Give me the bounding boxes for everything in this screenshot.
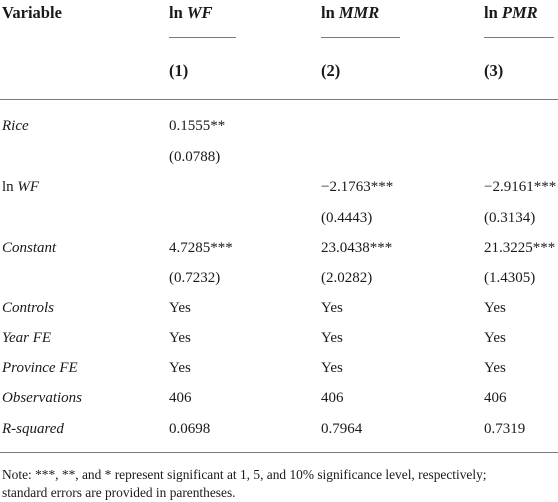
cell-lnwf-col3: −2.9161*** <box>484 179 557 195</box>
se-rice-col1: (0.0788) <box>169 149 221 165</box>
row-label-ln-wf: ln WF <box>2 179 40 195</box>
column-header-2-rule <box>321 37 400 38</box>
table-note-line-1: Note: ***, **, and * represent significant at 1, 5, and 10% significance level, respectively; <box>2 467 487 482</box>
cell-constant-col3: 21.3225*** <box>484 240 556 256</box>
row-label-province-fe: Province FE <box>2 360 78 376</box>
cell-yearfe-col1: Yes <box>169 330 191 346</box>
column-number-2: (2) <box>321 61 341 80</box>
se-constant-col3: (1.4305) <box>484 270 536 286</box>
se-lnwf-col2: (0.4443) <box>321 210 373 226</box>
column-number-3: (3) <box>484 61 504 80</box>
row-label-year-fe: Year FE <box>2 330 52 346</box>
table-note <box>2 466 556 502</box>
column-header-1-rule <box>169 37 236 38</box>
cell-rsquared-col1: 0.0698 <box>169 421 211 437</box>
cell-controls-col2: Yes <box>321 300 343 316</box>
cell-provincefe-col2: Yes <box>321 360 343 376</box>
row-label-r-squared: R-squared <box>2 421 64 437</box>
cell-provincefe-col1: Yes <box>169 360 191 376</box>
se-constant-col2: (2.0282) <box>321 270 373 286</box>
row-label-rice: Rice <box>2 118 29 134</box>
cell-lnwf-col2: −2.1763*** <box>321 179 394 195</box>
cell-yearfe-col2: Yes <box>321 330 343 346</box>
table-note-line-2: standard errors are provided in parentheses. <box>2 485 236 500</box>
row-label-constant: Constant <box>2 240 57 256</box>
se-lnwf-col3: (0.3134) <box>484 210 536 226</box>
cell-rsquared-col3: 0.7319 <box>484 421 526 437</box>
column-header-1: ln WF <box>169 3 213 22</box>
header-rule <box>0 99 558 100</box>
cell-provincefe-col3: Yes <box>484 360 506 376</box>
cell-constant-col1: 4.7285*** <box>169 240 233 256</box>
se-constant-col1: (0.7232) <box>169 270 221 286</box>
cell-rsquared-col2: 0.7964 <box>321 421 363 437</box>
cell-observations-col1: 406 <box>169 390 192 406</box>
cell-constant-col2: 23.0438*** <box>321 240 393 256</box>
column-header-3-rule <box>484 37 554 38</box>
column-header-2: ln MMR <box>321 3 380 22</box>
row-label-observations: Observations <box>2 390 82 406</box>
cell-controls-col1: Yes <box>169 300 191 316</box>
cell-controls-col3: Yes <box>484 300 506 316</box>
cell-yearfe-col3: Yes <box>484 330 506 346</box>
column-header-variable: Variable <box>2 3 62 22</box>
column-number-1: (1) <box>169 61 189 80</box>
cell-observations-col2: 406 <box>321 390 344 406</box>
cell-observations-col3: 406 <box>484 390 507 406</box>
cell-rice-col1: 0.1555** <box>169 118 226 134</box>
column-header-3: ln PMR <box>484 3 538 22</box>
row-label-controls: Controls <box>2 300 54 316</box>
table-bottom-rule <box>0 452 558 453</box>
